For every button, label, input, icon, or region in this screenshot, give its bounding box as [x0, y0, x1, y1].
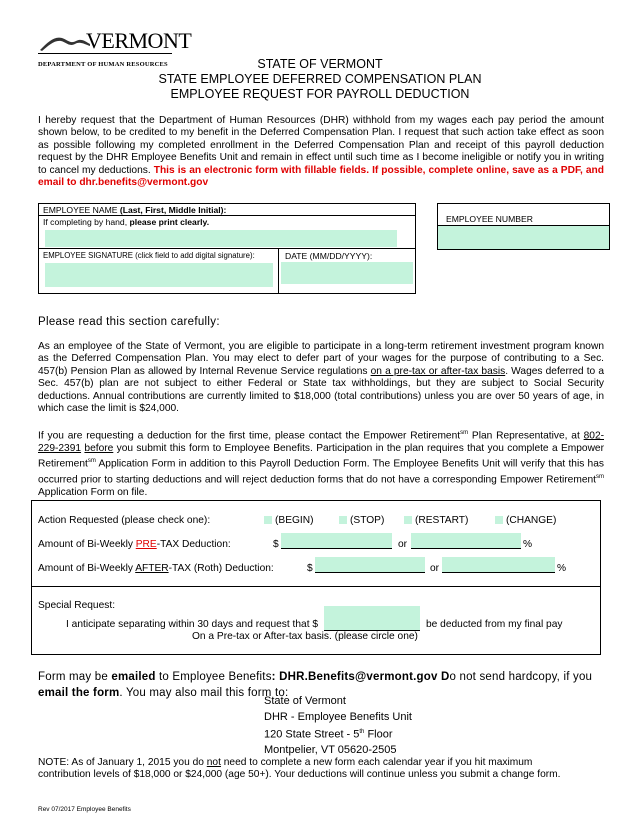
pre-tax-percent-sign: %	[523, 539, 533, 550]
stop-checkbox[interactable]	[339, 516, 347, 524]
pre-tax-label: Amount of Bi-Weekly PRE-TAX Deduction:	[38, 539, 231, 550]
final-pay-text: be deducted from my final pay	[426, 619, 563, 630]
after-tax-amount-field[interactable]	[315, 557, 425, 573]
phone-number: 802-229-2391	[38, 430, 604, 454]
employee-number-digit-3[interactable]	[506, 226, 541, 249]
pre-tax-dollar-sign: $	[273, 539, 279, 550]
hand-instruction: If completing by hand, please print clearly.	[43, 217, 210, 227]
read-paragraph-1: As an employee of the State of Vermont, you are eligible to participate in a long-term retirement investment program known as the Deferred Compensation Plan. You may elect to defer part of your wages for the purpose of contributing to a Sec. 457(b) Pension Plan as allowed by Internal Revenue Service regulations on a pre-tax or after-tax basis. Wages deferred to a Sec. 457(b) plan are not subject to either Federal or State tax withholdings, but they are subject to Social Security deductions. Annual contributions are currently limited to $18,000 (total contributions) unless you are over 50 years of age, in which case the limit is $24,000.	[38, 341, 604, 415]
after-tax-percent-sign: %	[557, 563, 567, 574]
logo-wordmark: VERMONT	[86, 28, 192, 53]
department-name: DEPARTMENT OF HUMAN RESOURCES	[38, 61, 168, 68]
address-line-4: Montpelier, VT 05620-2505	[264, 744, 397, 757]
date-label: DATE (MM/DD/YYYY):	[285, 251, 373, 261]
employee-number-digit-5[interactable]	[574, 226, 609, 249]
change-checkbox[interactable]	[495, 516, 503, 524]
address-line-2: DHR - Employee Benefits Unit	[264, 710, 412, 723]
employee-name-label: EMPLOYEE NAME (Last, First, Middle Initial):	[43, 205, 227, 215]
option-stop[interactable]: (STOP)	[339, 515, 384, 526]
employee-number-label: EMPLOYEE NUMBER	[446, 214, 533, 224]
header-line-1: STATE OF VERMONT	[257, 57, 383, 71]
pre-tax-percent-field[interactable]	[411, 533, 521, 549]
employee-info-box	[38, 203, 416, 294]
tax-basis-text: On a Pre-tax or After-tax basis. (please circle one)	[192, 631, 418, 642]
employee-name-field[interactable]	[45, 230, 397, 247]
read-paragraph-2: If you are requesting a deduction for the first time, please contact the Empower Retirement$^{sm}$ Plan Representative, at 802-229-2391 before you submit this form to Employee Benefits. Participation in the plan requires that you complete a Empower Retirement$^{sm}$ Application Form in addition to this Payroll Deduction Form. The Employee Benefits Unit will verify that this has occurred prior to starting deductions and will reject deduction forms that do not have a corresponding Empower Retirement$^{sm}$ Application Form on file.	[38, 430, 604, 498]
address-line-1: State of Vermont	[264, 695, 346, 707]
pre-tax-or: or	[398, 539, 408, 550]
employee-number-digit-1[interactable]	[438, 226, 473, 249]
signature-field[interactable]	[45, 263, 273, 287]
after-tax-percent-field[interactable]	[442, 557, 555, 573]
employee-number-digit-4[interactable]	[540, 226, 575, 249]
after-tax-dollar-sign: $	[307, 563, 313, 574]
email-instructions: Form may be emailed to Employee Benefits: DHR.Benefits@vermont.gov Do not send hardcopy, if you email the form. You may also mail this form to:	[38, 671, 593, 699]
intro-text: I hereby request that the Department of Human Resources (DHR) withhold from my wages each pay period the amount shown below, to be credited to my benefit in the Deferred Compensation Plan. I request that such action take effect as soon as possible following my completed enrollment in the Deferred Compensation Plan and receipt of this payroll deduction request by the DHR Employee Benefits Unit and remain in effect until such time as I become ineligible or notify you in writing to cancel my deductions.	[38, 115, 604, 176]
signature-label: EMPLOYEE SIGNATURE (click field to add digital signature):	[43, 251, 255, 260]
separation-text: I anticipate separating within 30 days and request that $	[66, 619, 319, 630]
header-line-3: EMPLOYEE REQUEST FOR PAYROLL DEDUCTION	[170, 87, 470, 101]
mailing-address	[264, 694, 412, 759]
after-tax-or: or	[430, 563, 440, 574]
restart-checkbox[interactable]	[404, 516, 412, 524]
special-request-label: Special Request:	[38, 600, 116, 611]
address-line-3: 120 State Street - 5th Floor	[264, 728, 393, 741]
pre-tax-amount-field[interactable]	[281, 533, 392, 549]
option-change[interactable]: (CHANGE)	[495, 515, 556, 526]
header-line-2: STATE EMPLOYEE DEFERRED COMPENSATION PLAN	[158, 72, 482, 86]
begin-checkbox[interactable]	[264, 516, 272, 524]
employee-number-digit-2[interactable]	[472, 226, 507, 249]
after-tax-label: Amount of Bi-Weekly AFTER-TAX (Roth) Deduction:	[38, 563, 274, 574]
note-paragraph: NOTE: As of January 1, 2015 you do not need to complete a new form each calendar year if you hit maximum contribution levels of $18,000 or $24,000 (age 50+). Your deductions will continue unless you submit a change form.	[38, 757, 561, 781]
employee-number-box	[437, 203, 610, 250]
intro-paragraph	[38, 115, 604, 189]
revision-label: Rev 07/2017 Employee Benefits	[38, 806, 131, 813]
final-pay-amount-field[interactable]	[324, 606, 420, 631]
deduction-request-box	[31, 500, 601, 655]
option-begin[interactable]: (BEGIN)	[264, 515, 314, 526]
option-restart[interactable]: (RESTART)	[404, 515, 468, 526]
action-label: Action Requested (please check one):	[38, 515, 211, 526]
mountain-icon	[40, 32, 90, 54]
read-section-heading: Please read this section carefully:	[38, 316, 220, 328]
date-field[interactable]	[281, 262, 413, 284]
electronic-form-notice: This is an electronic form with fillable fields. If possible, complete online, save as a PDF, and email to dhr.benefits@vermont.gov	[38, 164, 605, 189]
